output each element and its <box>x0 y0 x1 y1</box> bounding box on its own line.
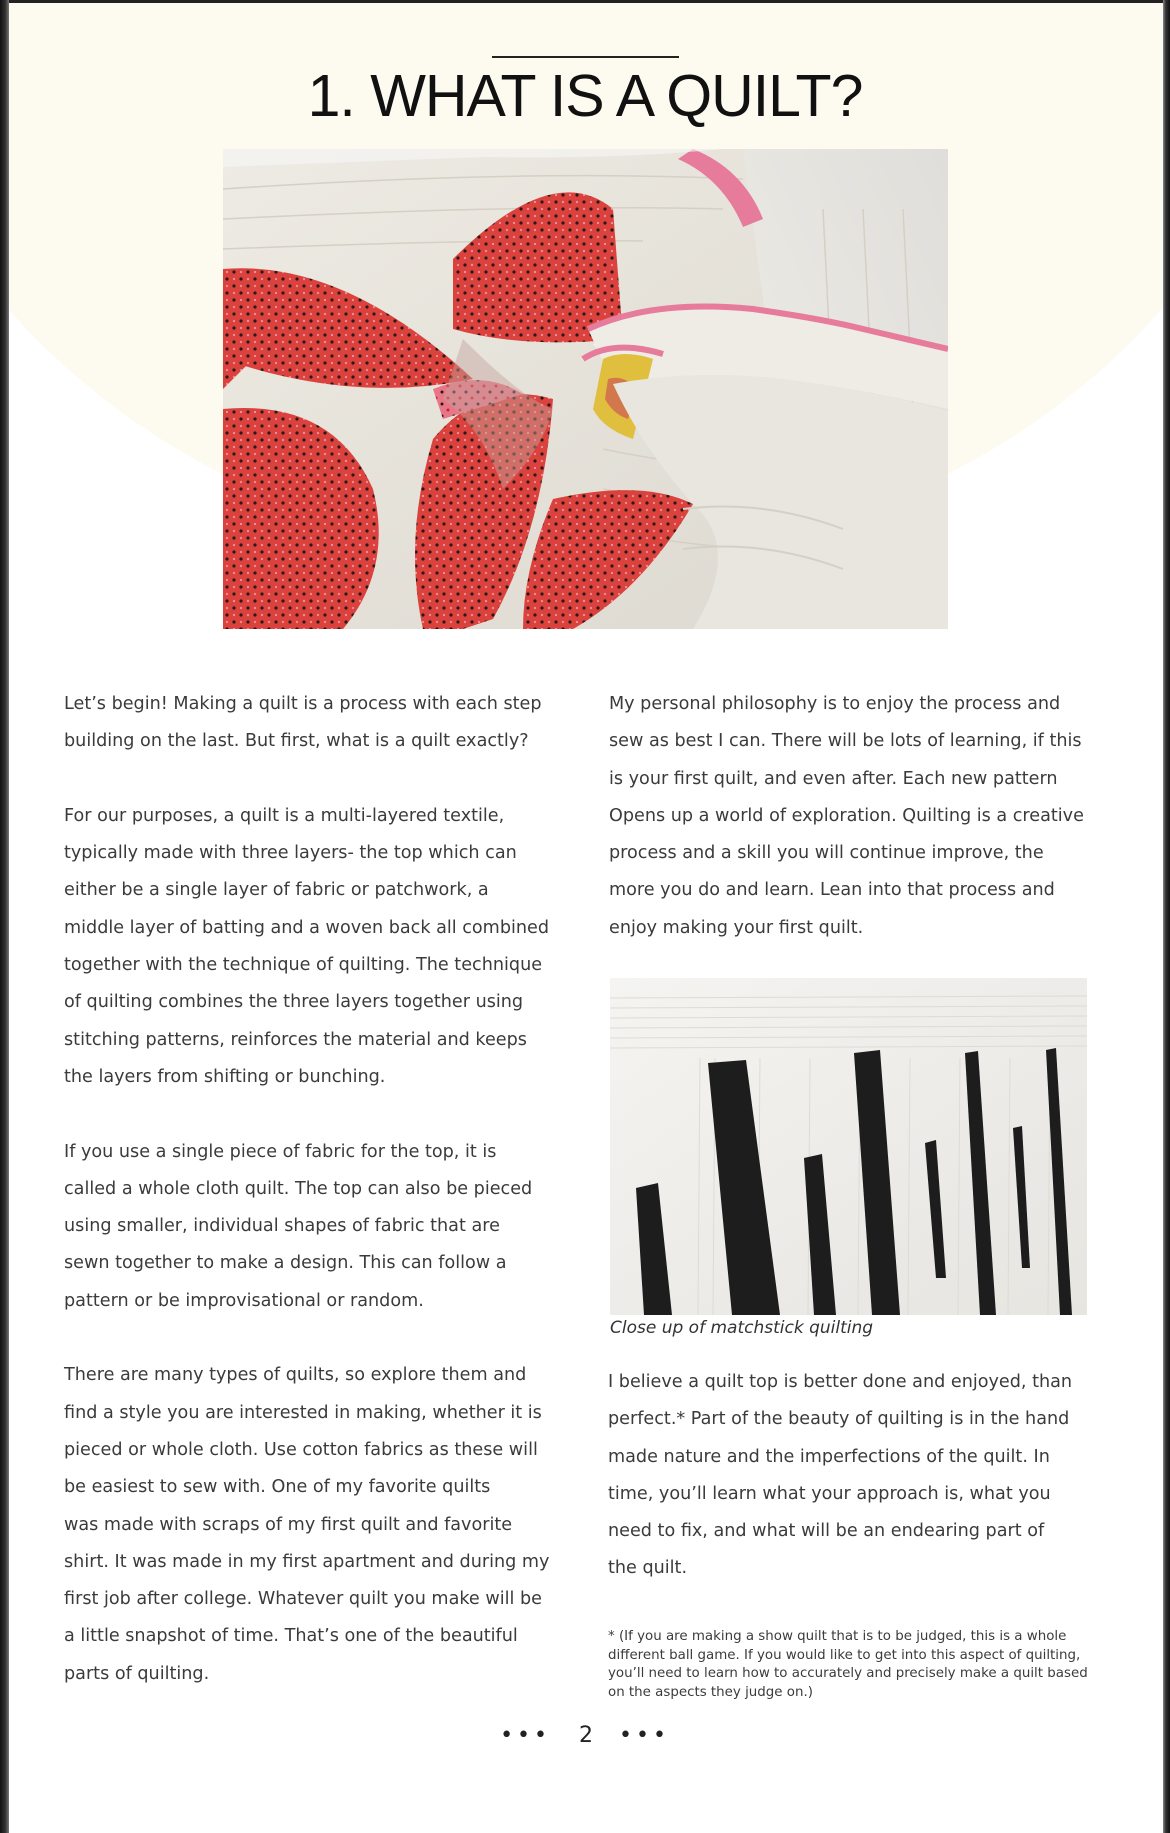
left-paragraph-3: If you use a single piece of fabric for the top, it is called a whole cloth quilt. The top can also be pieced using smaller, individual shapes of fabric that are sewn together to make a design. This can follow a pattern or be improvisational or random. <box>64 1141 533 1311</box>
next-dots[interactable]: ••• <box>619 1722 670 1748</box>
right-paragraph-1: My personal philosophy is to enjoy the process and sew as best I can. There will be lots of learning, if this is your first quilt, and even after. Each new pattern Opens up a world of exploration. Quilting is a creative process and a skill you will continue improve, the more you do and learn. Lean into that process and enjoy making your first quilt. <box>609 694 1084 938</box>
photo-caption: Close up of matchstick quilting <box>610 1318 874 1338</box>
right-text-column-top <box>609 686 1129 947</box>
top-edge <box>0 0 1170 3</box>
page-indicator <box>0 1722 1170 1748</box>
left-paragraph-4: There are many types of quilts, so explore them and find a style you are interested in making, whether it is pieced or whole cloth. Use cotton fabrics as these will be easiest to sew with. One of my favorite quilts was made with scraps of my first quilt and favorite shirt. It was made in my first apartment and during my first job after college. Whatever quilt you make will be a little snapshot of time. That’s one of the beautiful parts of quilting. <box>64 1365 550 1684</box>
title-rule <box>492 56 679 58</box>
left-edge <box>0 0 9 1833</box>
previous-dots[interactable]: ••• <box>500 1722 551 1748</box>
right-text-column-bottom <box>608 1364 1128 1588</box>
right-edge <box>1163 0 1170 1833</box>
left-text-column <box>64 686 584 1693</box>
left-paragraph-1: Let’s begin! Making a quilt is a process with each step building on the last. But first, what is a quilt exactly? <box>64 694 542 752</box>
matchstick-quilting-photo <box>610 978 1087 1315</box>
quilt-hero-photo-icon <box>223 149 948 629</box>
left-paragraph-2: For our purposes, a quilt is a multi-layered textile, typically made with three layers- the top which can either be a single layer of fabric or patchwork, a middle layer of batting and a woven back all combined together with the technique of quilting. The technique of quilting combines the three layers together using stitching patterns, reinforces the material and keeps the layers from shifting or bunching. <box>64 805 550 1087</box>
footnote: * (If you are making a show quilt that is to be judged, this is a whole different ball game. If you would like to get into this aspect of quilting, you’ll need to learn how to accurately and precisely make a quilt based on the aspects they judge on.) <box>608 1629 1088 1700</box>
matchstick-quilting-photo-icon <box>610 978 1087 1315</box>
page-title: 1. WHAT IS A QUILT? <box>307 63 863 129</box>
quilt-hero-photo <box>223 149 948 629</box>
right-paragraph-2: I believe a quilt top is better done and enjoyed, than perfect.* Part of the beauty of quilting is in the hand made nature and the imperfections of the quilt. In time, you’ll learn what your approach is, what you need to fix, and what will be an endearing part of the quilt. <box>608 1372 1073 1579</box>
page-number: 2 <box>579 1722 593 1748</box>
